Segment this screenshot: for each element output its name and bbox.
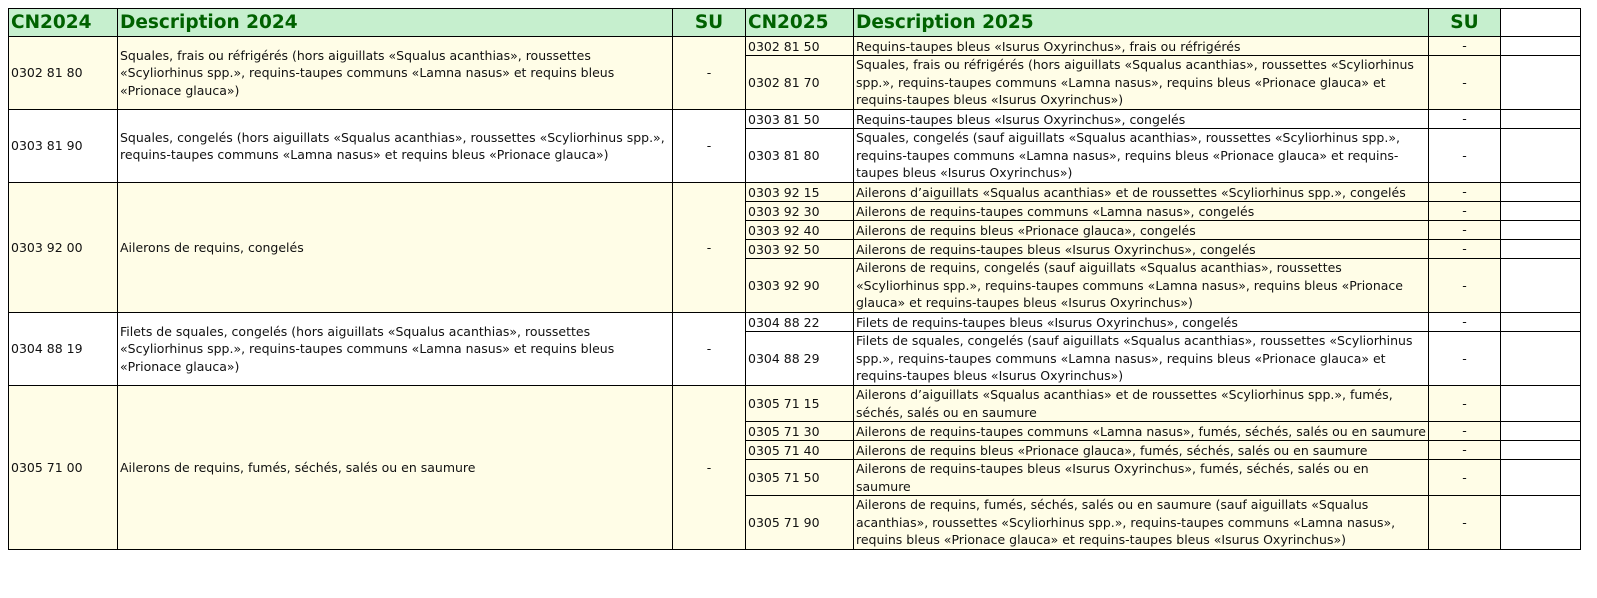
table-row [9,313,1581,332]
cn2025-cell[interactable]: 0303 92 15 [746,183,854,202]
su2025-cell[interactable]: - [1428,259,1500,313]
desc2025-cell[interactable]: Ailerons de requins-taupes bleus «Isurus Oxyrinchus», fumés, séchés, salés ou en saumure [854,460,1429,496]
desc2025-cell[interactable]: Requins-taupes bleus «Isurus Oxyrinchus», congelés [854,110,1429,129]
cn2024-cell[interactable]: 0305 71 00 [9,386,118,550]
desc2025-cell[interactable]: Ailerons de requins-taupes communs «Lamna nasus», fumés, séchés, salés ou en saumure [854,422,1429,441]
su2025-cell[interactable]: - [1428,110,1500,129]
desc2025-cell[interactable]: Squales, frais ou réfrigérés (hors aiguillats «Squalus acanthias», roussettes «Scyliorhinus spp.», requins-taupes communs «Lamna nasus», requins bleus «Prionace glauca» et requins-taupes bleus «Isurus Oxyrinchus») [854,56,1429,110]
desc2025-cell[interactable]: Ailerons d’aiguillats «Squalus acanthias» et de roussettes «Scyliorhinus spp.», congelés [854,183,1429,202]
desc2025-cell[interactable]: Ailerons de requins bleus «Prionace glauca», fumés, séchés, salés ou en saumure [854,441,1429,460]
empty-cell[interactable] [1500,221,1580,240]
header-row [9,9,1581,37]
empty-cell[interactable] [1500,110,1580,129]
cn2025-cell[interactable]: 0304 88 29 [746,332,854,386]
su2025-cell[interactable]: - [1428,313,1500,332]
su2024-cell[interactable]: - [673,183,746,313]
desc2025-cell[interactable]: Ailerons de requins-taupes bleus «Isurus Oxyrinchus», congelés [854,240,1429,259]
cn2025-cell[interactable]: 0305 71 90 [746,496,854,550]
su2024-cell[interactable]: - [673,110,746,183]
cn2025-cell[interactable]: 0303 92 90 [746,259,854,313]
empty-cell[interactable] [1500,56,1580,110]
cn2025-cell[interactable]: 0304 88 22 [746,313,854,332]
empty-cell[interactable] [1500,313,1580,332]
cn2025-cell[interactable]: 0303 81 50 [746,110,854,129]
desc2025-cell[interactable]: Ailerons de requins bleus «Prionace glauca», congelés [854,221,1429,240]
cn2025-cell[interactable]: 0303 92 40 [746,221,854,240]
desc2025-cell[interactable]: Squales, congelés (sauf aiguillats «Squalus acanthias», roussettes «Scyliorhinus spp.», requins-taupes communs «Lamna nasus», requins bleus «Prionace glauca» et requins-taupes bleus «Isurus Oxyrinchus») [854,129,1429,183]
empty-cell[interactable] [1500,441,1580,460]
su2025-cell[interactable]: - [1428,386,1500,422]
cn2025-cell[interactable]: 0303 92 50 [746,240,854,259]
desc2025-cell[interactable]: Ailerons de requins-taupes communs «Lamna nasus», congelés [854,202,1429,221]
table-row [9,110,1581,129]
desc2025-cell[interactable]: Requins-taupes bleus «Isurus Oxyrinchus», frais ou réfrigérés [854,37,1429,56]
cn2025-cell[interactable]: 0303 92 30 [746,202,854,221]
header-desc2024[interactable]: Description 2024 [118,9,673,37]
su2025-cell[interactable]: - [1428,56,1500,110]
su2025-cell[interactable]: - [1428,202,1500,221]
desc2025-cell[interactable]: Ailerons de requins, fumés, séchés, salés ou en saumure (sauf aiguillats «Squalus acanthias», roussettes «Scyliorhinus spp.», requins-taupes communs «Lamna nasus», requins bleus «Prionace glauca» et requins-taupes bleus «Isurus Oxyrinchus») [854,496,1429,550]
cn2025-cell[interactable]: 0303 81 80 [746,129,854,183]
su2025-cell[interactable]: - [1428,37,1500,56]
table-row [9,183,1581,202]
header-su2024[interactable]: SU [673,9,746,37]
spreadsheet-grid [8,8,1581,550]
su2025-cell[interactable]: - [1428,129,1500,183]
cn-correlation-table [8,8,1581,550]
su2025-cell[interactable]: - [1428,183,1500,202]
desc2025-cell[interactable]: Ailerons d’aiguillats «Squalus acanthias» et de roussettes «Scyliorhinus spp.», fumés, séchés, salés ou en saumure [854,386,1429,422]
empty-cell[interactable] [1500,332,1580,386]
su2025-cell[interactable]: - [1428,332,1500,386]
empty-cell[interactable] [1500,422,1580,441]
desc2024-cell[interactable]: Squales, congelés (hors aiguillats «Squalus acanthias», roussettes «Scyliorhinus spp.», requins-taupes communs «Lamna nasus» et requins bleus «Prionace glauca») [118,110,673,183]
header-cn2025[interactable]: CN2025 [746,9,854,37]
header-cn2024[interactable]: CN2024 [9,9,118,37]
desc2024-cell[interactable]: Ailerons de requins, congelés [118,183,673,313]
table-row [9,386,1581,422]
cn2025-cell[interactable]: 0302 81 50 [746,37,854,56]
su2024-cell[interactable]: - [673,386,746,550]
su2025-cell[interactable]: - [1428,496,1500,550]
cn2025-cell[interactable]: 0305 71 50 [746,460,854,496]
desc2025-cell[interactable]: Ailerons de requins, congelés (sauf aiguillats «Squalus acanthias», roussettes «Scyliorhinus spp.», requins-taupes communs «Lamna nasus», requins bleus «Prionace glauca» et requins-taupes bleus «Isurus Oxyrinchus») [854,259,1429,313]
empty-cell[interactable] [1500,37,1580,56]
cn2024-cell[interactable]: 0304 88 19 [9,313,118,386]
cn2024-cell[interactable]: 0303 81 90 [9,110,118,183]
su2025-cell[interactable]: - [1428,441,1500,460]
desc2024-cell[interactable]: Ailerons de requins, fumés, séchés, salés ou en saumure [118,386,673,550]
header-desc2025[interactable]: Description 2025 [854,9,1429,37]
empty-header-cell[interactable] [1500,9,1580,37]
empty-cell[interactable] [1500,183,1580,202]
desc2025-cell[interactable]: Filets de requins-taupes bleus «Isurus Oxyrinchus», congelés [854,313,1429,332]
header-su2025[interactable]: SU [1428,9,1500,37]
desc2024-cell[interactable]: Squales, frais ou réfrigérés (hors aiguillats «Squalus acanthias», roussettes «Scyliorhinus spp.», requins-taupes communs «Lamna nasus» et requins bleus «Prionace glauca») [118,37,673,110]
empty-cell[interactable] [1500,460,1580,496]
su2025-cell[interactable]: - [1428,422,1500,441]
su2025-cell[interactable]: - [1428,240,1500,259]
su2025-cell[interactable]: - [1428,221,1500,240]
desc2024-cell[interactable]: Filets de squales, congelés (hors aiguillats «Squalus acanthias», roussettes «Scyliorhinus spp.», requins-taupes communs «Lamna nasus» et requins bleus «Prionace glauca») [118,313,673,386]
cn2025-cell[interactable]: 0305 71 30 [746,422,854,441]
desc2025-cell[interactable]: Filets de squales, congelés (sauf aiguillats «Squalus acanthias», roussettes «Scyliorhinus spp.», requins-taupes communs «Lamna nasus», requins bleus «Prionace glauca» et requins-taupes bleus «Isurus Oxyrinchus») [854,332,1429,386]
empty-cell[interactable] [1500,496,1580,550]
cn2024-cell[interactable]: 0303 92 00 [9,183,118,313]
cn2025-cell[interactable]: 0305 71 40 [746,441,854,460]
cn2025-cell[interactable]: 0302 81 70 [746,56,854,110]
empty-cell[interactable] [1500,386,1580,422]
cn2025-cell[interactable]: 0305 71 15 [746,386,854,422]
su2025-cell[interactable]: - [1428,460,1500,496]
su2024-cell[interactable]: - [673,37,746,110]
su2024-cell[interactable]: - [673,313,746,386]
empty-cell[interactable] [1500,202,1580,221]
empty-cell[interactable] [1500,240,1580,259]
cn2024-cell[interactable]: 0302 81 80 [9,37,118,110]
empty-cell[interactable] [1500,129,1580,183]
table-row [9,37,1581,56]
empty-cell[interactable] [1500,259,1580,313]
